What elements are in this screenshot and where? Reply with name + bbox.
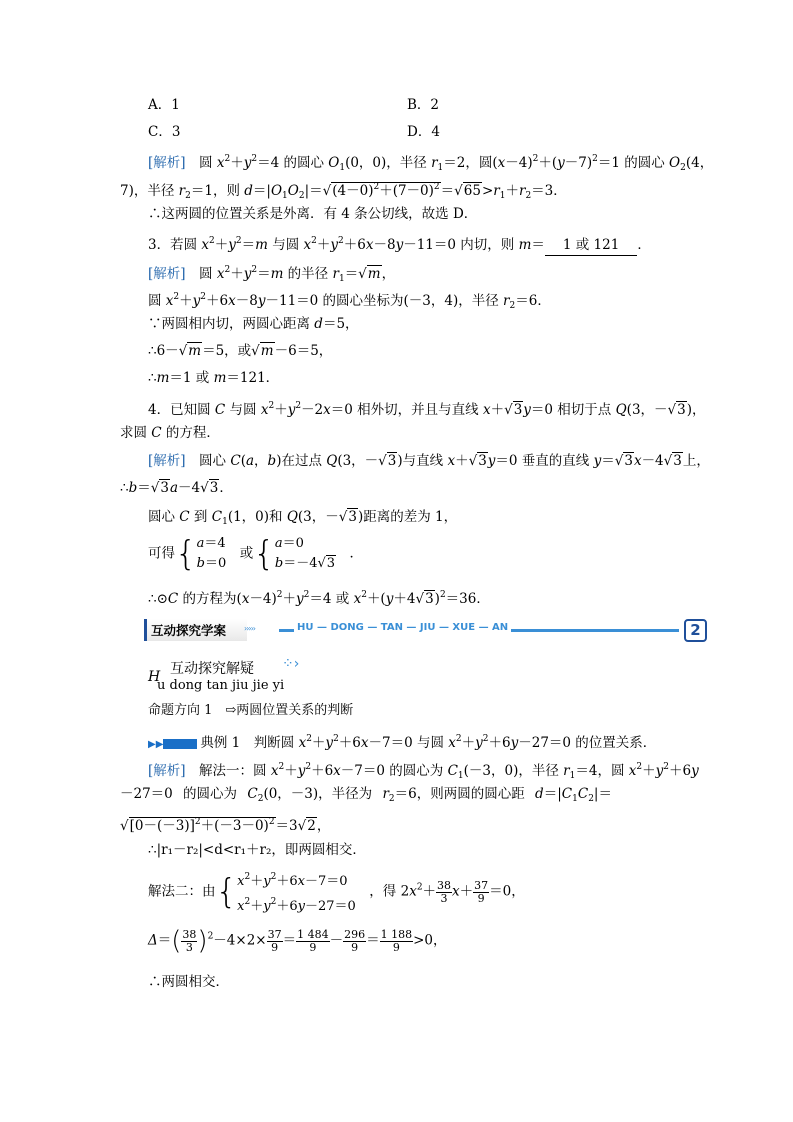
dotted-arrow-icon: ⁘› <box>282 656 300 672</box>
example-marker-icon <box>163 739 197 749</box>
section-heading-initial: H <box>148 669 161 685</box>
ex1-discriminant: Δ＝( $\frac{38}{3}$ )$^2$－4×2× $\frac{37}{9}$ ＝ $\frac{1 484}{9}$ － $\frac{296}{9}$ ＝ $\frac{1 188}{9}$ >0， <box>148 926 447 956</box>
analysis-tag: [解析] <box>148 266 186 282</box>
question-3: 3．若圆 $x^2+y^2=m$ 与圆 $x^2+y^2+6x-8y-11=0$ 内切，则 m＝ 1 或 121 ． <box>148 231 651 256</box>
banner-title-box <box>144 619 247 641</box>
q3-analysis-1: [解析] 圆 $x^2+y^2=m$ 的半径 $r_1=√m$， <box>148 265 396 284</box>
q4-analysis-system: 可得{a＝4 b＝0 或{a＝0 b＝－4√3 ． <box>148 534 364 574</box>
option-c: C．3 <box>148 124 181 140</box>
q3-analysis-3: ∵两圆相内切，两圆心距离 d＝5， <box>148 316 359 332</box>
ex1-method2: 解法二：由{$x^2+y^2+6x-7=0$ $x^2+y^2+6y-27=0$ ，得 $2x^2+$ $\frac{38}{3}$ x＋ $\frac{37}{9}$ ＝0， <box>148 872 525 914</box>
option-b: B．2 <box>407 97 440 113</box>
q3-analysis-4: ∴6－√m＝5，或√m－6＝5， <box>148 343 333 359</box>
analysis-tag: [解析] <box>148 453 186 469</box>
banner-number-badge: 2 <box>684 619 707 642</box>
banner-title: 互动探究学案 <box>151 623 227 638</box>
analysis-line-1: [解析] 圆 $x^2+y^2=4$ 的圆心 $O_1(0$，0)，半径 $r_1=2$，圆$(x-4)^2+(y-7)^2=1$ 的圆心 $O_2(4$， <box>148 154 714 173</box>
ex1-analysis-1: [解析] 解法一：圆 $x^2+y^2+6x-7=0$ 的圆心为 $C_1(-3$，0)，半径 $r_1=4$，圆 $x^2+y^2+6y$ <box>148 762 699 781</box>
section-banner <box>144 619 707 641</box>
analysis-tag: [解析] <box>148 763 186 779</box>
ex1-final: ∴两圆相交． <box>148 974 229 990</box>
banner-arrows-icon: ››››› <box>244 624 255 633</box>
ex1-analysis-2: －27＝0 的圆心为 $C_2(0$，－3)，半径为 $r_2=6$，则两圆的圆心距 $d=|C_1C_2|=$ <box>120 786 612 804</box>
option-d: D．4 <box>407 124 440 140</box>
example-1: ▶▶ 典例 1 判断圆 $x^2+y^2+6x-7=0$ 与圆 $x^2+y^2+6y-27=0$ 的位置关系． <box>148 734 657 751</box>
option-a: A．1 <box>148 97 180 113</box>
analysis-line-2: 7)，半径 $r_2=1$，则 $d=|O_1O_2|=√(4-0)^2+(7-0)^2=√65>r_1+r_2=3$． <box>120 182 567 201</box>
topic-heading: 命题方向 1 ⇨两圆位置关系的判断 <box>148 703 354 718</box>
analysis-conclusion: ∴这两圆的位置关系是外离．有 4 条公切线，故选 D． <box>148 206 478 222</box>
double-arrow-icon: ▶▶ <box>148 739 164 750</box>
q4-analysis-3: 圆心 C 到 $C_1(1$，0)和 Q(3，－√3)距离的差为 1， <box>148 509 458 527</box>
question-4-line-2: 求圆 C 的方程． <box>120 425 220 441</box>
answer-blank: 1 或 121 <box>545 235 637 256</box>
banner-pinyin: HU — DONG — TAN — JIU — XUE — AN <box>294 622 734 633</box>
q4-analysis-result: ∴⊙C 的方程为$(x-4)^2+y^2=4$ 或 $x^2+(y+4√3)^2=36$． <box>148 590 490 607</box>
ex1-method1-result: ∴|r₁－r₂|<d<r₁＋r₂，即两圆相交． <box>148 842 366 858</box>
section-heading-pinyin: u dong tan jiu jie yi <box>157 678 285 693</box>
q4-analysis-1: [解析] 圆心 C(a，b)在过点 Q(3，－√3)与直线 x＋√3y＝0 垂直的直线 y＝√3x－4√3上， <box>148 453 710 469</box>
analysis-tag: [解析] <box>148 155 186 171</box>
question-4-line-1: 4．已知圆 C 与圆 $x^2+y^2-2x=0$ 相外切，并且与直线 x＋√3y＝0 相切于点 Q(3，－√3)， <box>148 401 706 418</box>
section-heading-cn: 互动探究解疑 <box>170 661 254 677</box>
ex1-analysis-3: $√[0-(-3)]^2+(-3-0)^2=3√2$， <box>120 817 331 834</box>
q3-analysis-2: 圆 $x^2+y^2+6x-8y-11=0$ 的圆心坐标为(－3，4)，半径 $r_2=6$． <box>148 292 551 311</box>
section-heading <box>148 656 300 693</box>
q3-analysis-5: ∴m＝1 或 m＝121． <box>148 370 280 386</box>
q4-analysis-2: ∴b＝√3a－4√3． <box>120 480 233 496</box>
